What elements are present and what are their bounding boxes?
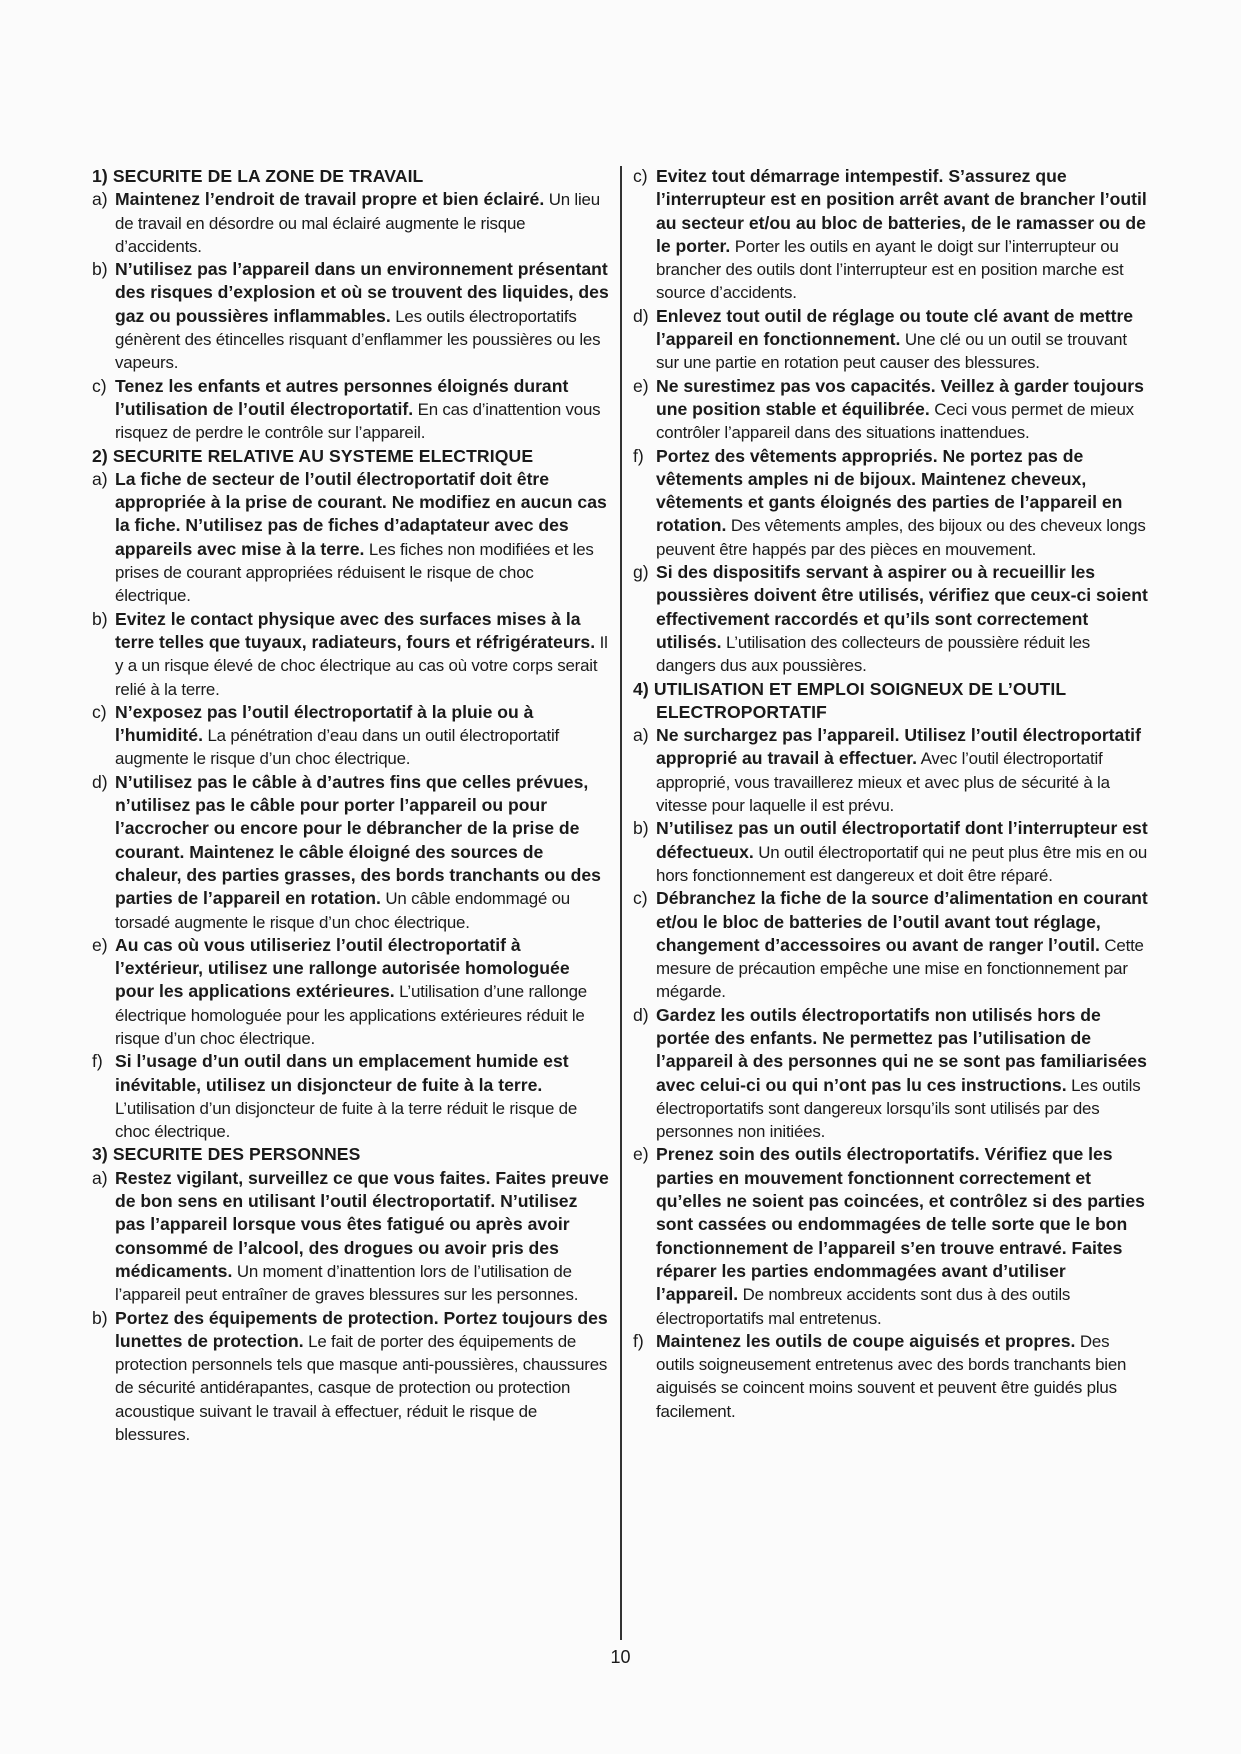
item-instruction: Débranchez la fiche de la source d’alimentation en courant et/ou le bloc de batteries de l’outil avant tout réglage, changement d’accessoires ou avant de ranger l’outil.: [656, 888, 1148, 955]
item-explanation: En cas d’inattention vous risquez de perdre le contrôle sur l’appareil.: [115, 399, 601, 443]
item-label: c): [92, 701, 107, 722]
list-item: [92, 1167, 612, 1307]
item-instruction: Portez des équipements de protection. Portez toujours des lunettes de protection.: [115, 1307, 608, 1351]
item-label: b): [92, 608, 108, 629]
item-instruction: Tenez les enfants et autres personnes éloignés durant l’utilisation de l’outil électroportatif.: [115, 375, 569, 419]
list-item: [92, 771, 612, 934]
list-item: [633, 165, 1148, 305]
item-label: a): [92, 189, 108, 210]
item-label: b): [633, 818, 649, 839]
list-item: [92, 608, 612, 701]
item-instruction: Prenez soin des outils électroportatifs. Vérifiez que les parties en mouvement fonctionnent correctement et qu’elles ne soient pas coincées, et contrôlez si des parties sont cassées ou endommagées de telle sorte que le bon fonctionnement de l’appareil s’en trouve entravé. Faites réparer les parties endommagées avant d’utiliser l’appareil.: [656, 1144, 1145, 1305]
item-label: f): [633, 1330, 644, 1351]
item-label: b): [92, 1307, 108, 1328]
list-item: [633, 445, 1148, 561]
item-explanation: Porter les outils en ayant le doigt sur l’interrupteur ou brancher des outils dont l’interrupteur est en position marche est source d’accidents.: [656, 236, 1124, 303]
item-instruction: N’exposez pas l’outil électroportatif à la pluie ou à l’humidité.: [115, 701, 534, 746]
item-label: g): [633, 562, 649, 583]
list-item: [92, 1050, 612, 1143]
item-label: a): [92, 1167, 108, 1188]
item-explanation: Ceci vous permet de mieux contrôler l’appareil dans des situations inattendues.: [656, 399, 1134, 443]
item-label: a): [633, 725, 649, 746]
left-column: [92, 165, 612, 1446]
item-label: e): [92, 934, 108, 955]
item-label: c): [92, 375, 107, 396]
section-heading: 2) SECURITE RELATIVE AU SYSTEME ELECTRIQUE: [92, 445, 534, 466]
item-instruction: La fiche de secteur de l’outil électroportatif doit être appropriée à la prise de courant. Ne modifiez en aucun cas la fiche. N’utilisez pas de fiches d’adaptateur avec des appareils avec mise à la terre.: [115, 468, 607, 559]
item-label: c): [633, 888, 648, 909]
list-item: [92, 934, 612, 1050]
item-instruction: Si l’usage d’un outil dans un emplacement humide est inévitable, utilisez un disjoncteur de fuite à la terre.: [115, 1051, 569, 1095]
item-label: d): [633, 1004, 649, 1025]
item-instruction: Ne surestimez pas vos capacités. Veillez à garder toujours une position stable et équilibrée.: [656, 375, 1144, 419]
item-instruction: N’utilisez pas le câble à d’autres fins que celles prévues, n’utilisez pas le câble pour porter l’appareil ou pour l’accrocher ou encore pour le débrancher de la prise de courant. Maintenez le câble éloigné des sources de chaleur, des parties grasses, des bords tranchants ou des parties de l’appareil en rotation.: [115, 771, 601, 909]
item-explanation: Un câble endommagé ou torsadé augmente le risque d’un choc électrique.: [115, 889, 570, 932]
item-instruction: Si des dispositifs servant à aspirer ou à recueillir les poussières doivent être utilisés, vérifiez que ceux-ci soient effectivement raccordés et qu’ils sont correctement utilisés.: [656, 562, 1148, 652]
item-label: d): [633, 305, 649, 326]
item-explanation: Les fiches non modifiées et les prises de courant appropriées réduisent le risque de choc électrique.: [115, 539, 594, 606]
item-explanation: Le fait de porter des équipements de protection personnels tels que masque anti-poussières, chaussures de sécurité antidérapantes, casque de protection ou protection acoustique suivant le travail à effectuer, réduit le risque de blessures.: [115, 1331, 608, 1445]
item-instruction: N’utilisez pas l’appareil dans un environnement présentant des risques d’explosion et où se trouvent des liquides, des gaz ou poussières inflammables.: [115, 259, 609, 326]
item-explanation: Il y a un risque élevé de choc électrique au cas où votre corps serait relié à la terre.: [115, 632, 608, 699]
item-instruction: Restez vigilant, surveillez ce que vous faites. Faites preuve de bon sens en utilisant l’outil électroportatif. N’utilisez pas l’appareil lorsque vous êtes fatigué ou après avoir consommé de l’alcool, des drogues ou avoir pris des médicaments.: [115, 1167, 609, 1281]
item-instruction: Maintenez les outils de coupe aiguisés et propres.: [656, 1330, 1076, 1351]
list-item: [92, 188, 612, 258]
list-item: [633, 817, 1148, 887]
item-instruction: N’utilisez pas un outil électroportatif dont l’interrupteur est défectueux.: [656, 818, 1148, 862]
item-instruction: Evitez tout démarrage intempestif. S’assurez que l’interrupteur est en position arrêt avant de brancher l’outil au secteur et/ou au bloc de batteries, de le ramasser ou de le porter.: [656, 166, 1147, 256]
list-item: [633, 887, 1148, 1003]
item-explanation: Avec l’outil électroportatif approprié, vous travaillerez mieux et avec plus de sécurité à la vitesse pour laquelle il est prévu.: [656, 749, 1110, 816]
list-item: [92, 258, 612, 374]
item-instruction: Ne surchargez pas l’appareil. Utilisez l’outil électroportatif approprié au travail à effectuer.: [656, 725, 1141, 769]
item-label: c): [633, 166, 648, 186]
list-item: [633, 1004, 1148, 1144]
item-instruction: Enlevez tout outil de réglage ou toute clé avant de mettre l’appareil en fonctionnement.: [656, 305, 1134, 350]
list-item: [633, 561, 1148, 677]
list-item: [92, 375, 612, 445]
item-instruction: Maintenez l’endroit de travail propre et bien éclairé.: [115, 189, 545, 210]
list-item: [633, 724, 1148, 817]
item-label: a): [92, 468, 108, 489]
item-label: f): [92, 1051, 103, 1072]
item-label: f): [633, 445, 644, 466]
item-explanation: Des outils soigneusement entretenus avec des bords tranchants bien aiguisés se coincent moins souvent et peuvent être guidés plus facilement.: [656, 1331, 1127, 1421]
item-explanation: Des vêtements amples, des bijoux ou des cheveux longs peuvent être happés par des pièces en mouvement.: [656, 516, 1146, 559]
item-explanation: La pénétration d’eau dans un outil électroportatif augmente le risque d’un choc électrique.: [115, 726, 559, 769]
item-label: e): [633, 1144, 649, 1165]
list-item: [633, 375, 1148, 445]
item-instruction: Au cas où vous utiliseriez l’outil électroportatif à l’extérieur, utilisez une rallonge autorisée homologuée pour les applications extérieures.: [115, 934, 570, 1002]
list-item: [633, 305, 1148, 375]
item-label: b): [92, 259, 108, 280]
section-heading: 4) UTILISATION ET EMPLOI SOIGNEUX DE L’OUTIL ELECTROPORTATIF: [633, 678, 1066, 722]
item-explanation: L’utilisation d’une rallonge électrique homologuée pour les applications extérieures réduit le risque d’un choc électrique.: [115, 982, 587, 1048]
list-item: [633, 1330, 1148, 1423]
list-item: [633, 1143, 1148, 1329]
item-explanation: L’utilisation des collecteurs de poussière réduit les dangers dus aux poussières.: [656, 632, 1091, 676]
list-item: [92, 1307, 612, 1447]
item-explanation: Un moment d’inattention lors de l’utilisation de l’appareil peut entraîner de graves blessures sur les personnes.: [115, 1261, 579, 1305]
item-explanation: Les outils électroportatifs génèrent des étincelles risquant d’enflammer les poussières ou les vapeurs.: [115, 306, 601, 373]
item-explanation: Les outils électroportatifs sont dangereux lorsqu’ils sont utilisés par des personnes non initiées.: [656, 1075, 1141, 1142]
item-instruction: Evitez le contact physique avec des surfaces mises à la terre telles que tuyaux, radiateurs, fours et réfrigérateurs.: [115, 608, 596, 652]
page-number: 10: [610, 1647, 631, 1667]
item-label: d): [92, 771, 108, 792]
column-divider: [620, 166, 622, 1640]
item-explanation: Cette mesure de précaution empêche une mise en fonctionnement par mégarde.: [656, 935, 1144, 1002]
item-explanation: De nombreux accidents sont dus à des outils électroportatifs mal entretenus.: [656, 1285, 1071, 1328]
right-column: [633, 165, 1148, 1423]
item-label: e): [633, 375, 649, 396]
item-explanation: L’utilisation d’un disjoncteur de fuite à la terre réduit le risque de choc électrique.: [115, 1098, 578, 1142]
list-item: [92, 701, 612, 771]
item-explanation: Un lieu de travail en désordre ou mal éclairé augmente le risque d’accidents.: [115, 190, 600, 256]
item-instruction: Gardez les outils électroportatifs non utilisés hors de portée des enfants. Ne permettez pas l’utilisation de l’appareil à des personnes qui ne se sont pas familiarisées avec celui-ci ou qui n’ont pas lu ces instructions.: [656, 1004, 1147, 1095]
list-item: [92, 468, 612, 608]
section-heading: 1) SECURITE DE LA ZONE DE TRAVAIL: [92, 166, 424, 186]
item-instruction: Portez des vêtements appropriés. Ne portez pas de vêtements amples ni de bijoux. Maintenez cheveux, vêtements et gants éloignés des parties de l’appareil en rotation.: [656, 445, 1123, 536]
item-explanation: Une clé ou un outil se trouvant sur une partie en rotation peut causer des blessures.: [656, 330, 1127, 373]
section-heading: 3) SECURITE DES PERSONNES: [92, 1144, 361, 1165]
item-explanation: Un outil électroportatif qui ne peut plus être mis en ou hors fonctionnement est dangereux et doit être réparé.: [656, 842, 1148, 885]
